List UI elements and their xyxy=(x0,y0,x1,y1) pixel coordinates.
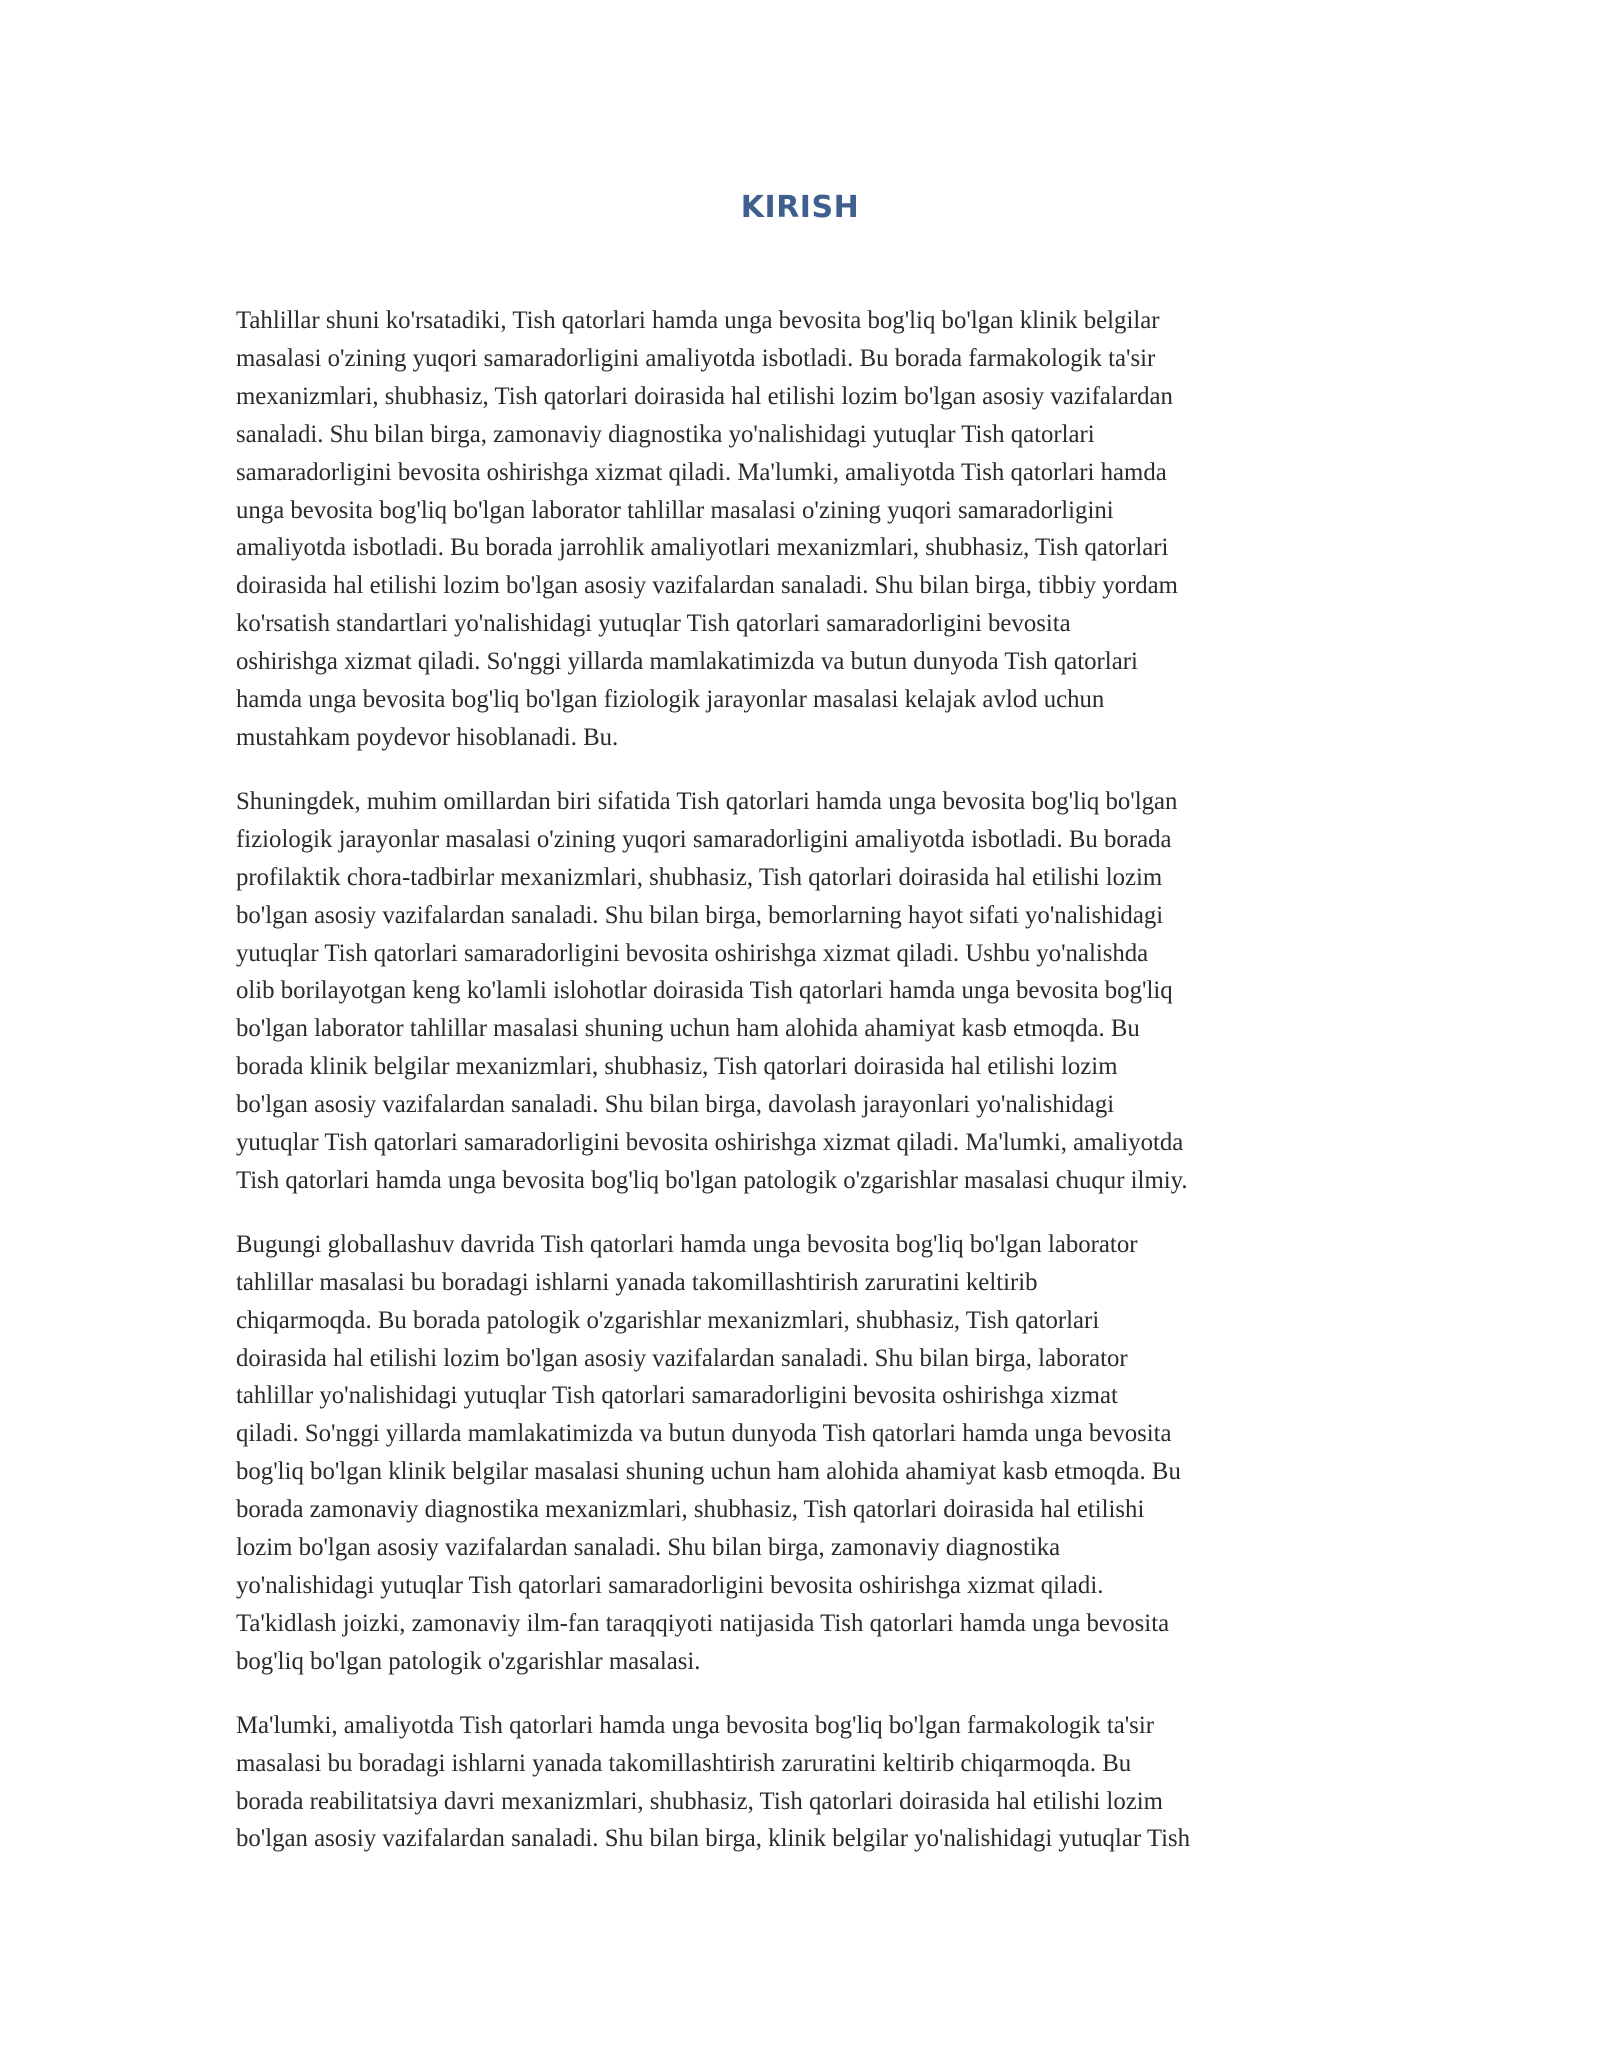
text-line: bog'liq bo'lgan patologik o'zgarishlar masalasi. xyxy=(236,1647,701,1675)
text-line: sanaladi. Shu bilan birga, zamonaviy diagnostika yo'nalishidagi yutuqlar Tish qatorlari xyxy=(236,420,1095,448)
text-line: mustahkam poydevor hisoblanadi. Bu. xyxy=(236,723,619,751)
text-line: bo'lgan asosiy vazifalardan sanaladi. Shu bilan birga, davolash jarayonlari yo'nalishidagi xyxy=(236,1091,1115,1119)
text-line: doirasida hal etilishi lozim bo'lgan asosiy vazifalardan sanaladi. Shu bilan birga, tibbiy yordam xyxy=(236,572,1178,600)
text-line: hamda unga bevosita bog'liq bo'lgan fiziologik jarayonlar masalasi kelajak avlod uchun xyxy=(236,686,1105,714)
page-title: KIRISH xyxy=(740,190,860,225)
text-line: yutuqlar Tish qatorlari samaradorligini bevosita oshirishga xizmat qiladi. Ma'lumki, amaliyotda xyxy=(236,1129,1184,1157)
text-line: mexanizmlari, shubhasiz, Tish qatorlari doirasida hal etilishi lozim bo'lgan asosiy vazifalardan xyxy=(236,382,1173,410)
text-line: yo'nalishidagi yutuqlar Tish qatorlari samaradorligini bevosita oshirishga xizmat qiladi. xyxy=(236,1572,1104,1599)
text-line: Tish qatorlari hamda unga bevosita bog'liq bo'lgan patologik o'zgarishlar masalasi chuqur ilmiy. xyxy=(236,1166,1188,1194)
paragraph xyxy=(236,1226,1376,1681)
text-line: profilaktik chora-tadbirlar mexanizmlari, shubhasiz, Tish qatorlari doirasida hal etilishi lozim xyxy=(236,863,1163,891)
paragraph xyxy=(236,302,1376,757)
text-line: yutuqlar Tish qatorlari samaradorligini bevosita oshirishga xizmat qiladi. Ushbu yo'nalishda xyxy=(236,939,1149,967)
paragraph xyxy=(236,783,1376,1200)
text-line: ko'rsatish standartlari yo'nalishidagi yutuqlar Tish qatorlari samaradorligini bevosita xyxy=(236,610,1071,638)
text-line: bog'liq bo'lgan klinik belgilar masalasi shuning uchun ham alohida ahamiyat kasb etmoqda. Bu xyxy=(236,1458,1181,1486)
text-line: bo'lgan laborator tahlillar masalasi shuning uchun ham alohida ahamiyat kasb etmoqda. Bu xyxy=(236,1015,1140,1043)
text-line: Bugungi globallashuv davrida Tish qatorlari hamda unga bevosita bog'liq bo'lgan laborator xyxy=(236,1230,1138,1258)
text-line: borada zamonaviy diagnostika mexanizmlari, shubhasiz, Tish qatorlari doirasida hal etilishi xyxy=(236,1496,1145,1524)
text-line: Tahlillar shuni ko'rsatadiki, Tish qatorlari hamda unga bevosita bog'liq bo'lgan klinik belgilar xyxy=(236,307,1160,334)
text-line: chiqarmoqda. Bu borada patologik o'zgarishlar mexanizmlari, shubhasiz, Tish qatorlari xyxy=(236,1306,1100,1334)
text-line: oshirishga xizmat qiladi. So'nggi yillarda mamlakatimizda va butun dunyoda Tish qatorlari xyxy=(236,648,1138,676)
text-line: borada reabilitatsiya davri mexanizmlari, shubhasiz, Tish qatorlari doirasida hal etilishi lozim xyxy=(236,1787,1163,1815)
text-line: olib borilayotgan keng ko'lamli islohotlar doirasida Tish qatorlari hamda unga bevosita bog'liq xyxy=(236,977,1173,1005)
text-line: masalasi o'zining yuqori samaradorligini amaliyotda isbotladi. Bu borada farmakologik ta'sir xyxy=(236,344,1156,372)
text-line: Ma'lumki, amaliyotda Tish qatorlari hamda unga bevosita bog'liq bo'lgan farmakologik ta'sir xyxy=(236,1711,1154,1739)
text-line: lozim bo'lgan asosiy vazifalardan sanaladi. Shu bilan birga, zamonaviy diagnostika xyxy=(236,1534,1061,1562)
text-line: unga bevosita bog'liq bo'lgan laborator tahlillar masalasi o'zining yuqori samaradorligini xyxy=(236,496,1114,524)
text-line: samaradorligini bevosita oshirishga xizmat qiladi. Ma'lumki, amaliyotda Tish qatorlari hamda xyxy=(236,458,1167,486)
text-line: Ta'kidlash joizki, zamonaviy ilm-fan taraqqiyoti natijasida Tish qatorlari hamda unga bevosita xyxy=(236,1609,1170,1637)
text-line: amaliyotda isbotladi. Bu borada jarrohlik amaliyotlari mexanizmlari, shubhasiz, Tish qatorlari xyxy=(236,534,1169,562)
text-line: tahlillar yo'nalishidagi yutuqlar Tish qatorlari samaradorligini bevosita oshirishga xizmat xyxy=(236,1382,1118,1410)
text-line: doirasida hal etilishi lozim bo'lgan asosiy vazifalardan sanaladi. Shu bilan birga, laborator xyxy=(236,1344,1128,1372)
text-line: masalasi bu boradagi ishlarni yanada takomillashtirish zaruratini keltirib chiqarmoqda. Bu xyxy=(236,1749,1132,1777)
text-line: tahlillar masalasi bu boradagi ishlarni yanada takomillashtirish zaruratini keltirib xyxy=(236,1268,1038,1296)
text-line: borada klinik belgilar mexanizmlari, shubhasiz, Tish qatorlari doirasida hal etilishi lozim xyxy=(236,1053,1118,1081)
text-line: qiladi. So'nggi yillarda mamlakatimizda va butun dunyoda Tish qatorlari hamda unga bevosita xyxy=(236,1420,1172,1448)
document-body xyxy=(236,302,1376,1884)
paragraph xyxy=(236,1707,1376,1859)
text-line: fiziologik jarayonlar masalasi o'zining yuqori samaradorligini amaliyotda isbotladi. Bu borada xyxy=(236,825,1172,853)
text-line: bo'lgan asosiy vazifalardan sanaladi. Shu bilan birga, klinik belgilar yo'nalishidagi yutuqlar Tish xyxy=(236,1825,1191,1853)
text-line: bo'lgan asosiy vazifalardan sanaladi. Shu bilan birga, bemorlarning hayot sifati yo'nalishidagi xyxy=(236,901,1164,929)
text-line: Shuningdek, muhim omillardan biri sifatida Tish qatorlari hamda unga bevosita bog'liq bo'lgan xyxy=(236,787,1178,815)
